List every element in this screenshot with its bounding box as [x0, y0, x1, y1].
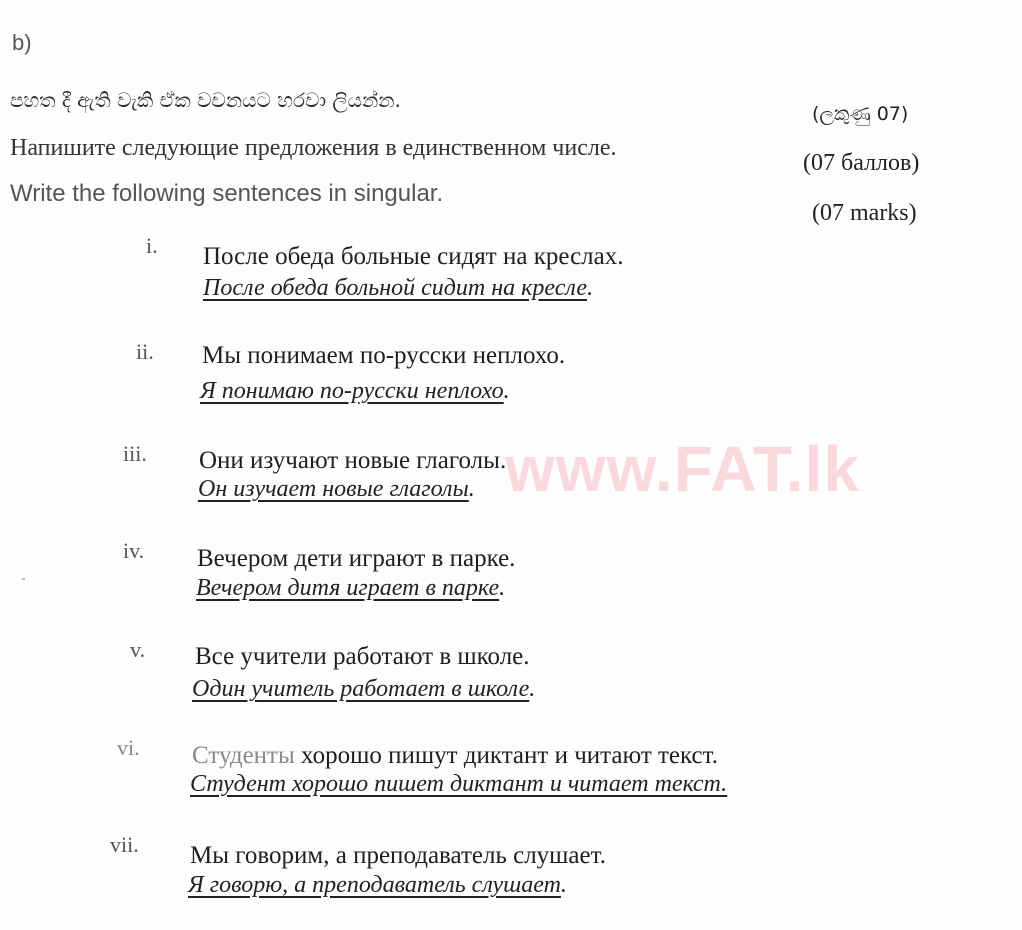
item-number: ii. [136, 339, 154, 364]
item-question: Все учители работают в школе. [195, 643, 530, 670]
item-answer-text: Студент хорошо пишет диктант и читает текст. [190, 771, 728, 797]
item-answer-text: Я говорю, а преподаватель слушает [188, 872, 561, 898]
item-answer-end: . [560, 872, 567, 898]
marks-sinhala: (ලකුණු 07) [812, 103, 909, 125]
instruction-english: Write the following sentences in singular. [10, 180, 444, 207]
instruction-sinhala: පහත දී ඇති වැකි ඒක වචනයට හරවා ලියන්න. [10, 88, 401, 112]
item-answer [190, 771, 727, 798]
item-question [192, 742, 718, 770]
item-answer-text: После обеда больной сидит на кресле [203, 275, 588, 301]
item-number: i. [146, 233, 158, 258]
item-answer-end: . [468, 476, 475, 502]
marks-english: (07 marks) [812, 200, 917, 226]
item-question-faded-part: Студенты [192, 742, 295, 769]
marks-russian: (07 баллов) [803, 150, 920, 176]
item-question: Вечером дети играют в парке. [197, 545, 516, 572]
item-number: iv. [123, 538, 145, 563]
item-question: После обеда больные сидят на креслах. [203, 243, 624, 270]
item-answer-end: . [529, 676, 536, 702]
item-answer-text: Один учитель работает в школе [192, 676, 530, 702]
item-question: Они изучают новые глаголы. [199, 447, 507, 474]
item-answer-end: . [499, 575, 506, 601]
item-number: v. [130, 637, 146, 662]
item-answer [203, 275, 593, 302]
item-answer-text: Вечером дитя играет в парке [196, 575, 500, 601]
item-number: iii. [123, 441, 147, 466]
item-answer-end: . [587, 275, 594, 301]
item-answer-text: Он изучает новые глаголы [198, 476, 469, 502]
part-label: b) [12, 30, 32, 55]
item-answer-end: . [503, 378, 510, 404]
item-question-text: хорошо пишут диктант и читают текст. [294, 742, 718, 769]
item-question: Мы понимаем по-русски неплохо. [202, 342, 566, 369]
scan-speck [22, 578, 25, 580]
item-question: Мы говорим, а преподаватель слушает. [190, 842, 606, 869]
item-answer [192, 676, 535, 703]
item-answer [198, 476, 475, 503]
item-answer [200, 378, 510, 405]
watermark: www.FAT.lk [505, 433, 860, 505]
item-number: vii. [110, 832, 139, 857]
item-answer [188, 872, 567, 899]
item-answer-text: Я понимаю по-русски неплохо [200, 378, 504, 404]
item-answer [196, 575, 505, 602]
instruction-russian: Напишите следующие предложения в единственном числе. [10, 135, 617, 161]
item-number: vi. [117, 735, 140, 760]
